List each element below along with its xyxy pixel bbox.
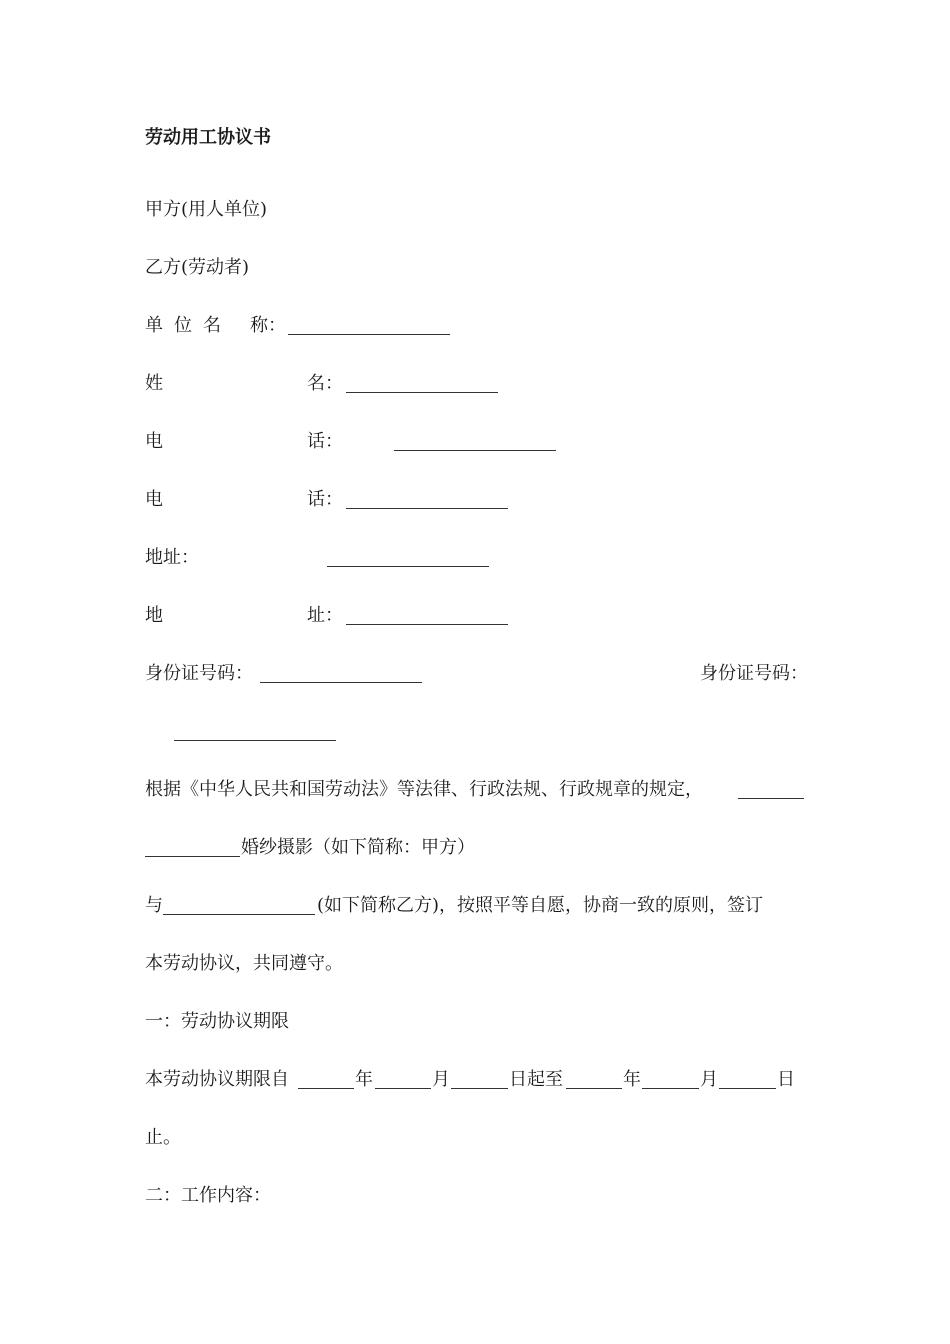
address1-blank[interactable] <box>327 548 489 567</box>
phone1-blank[interactable] <box>394 432 556 451</box>
phone2-blank[interactable] <box>346 490 508 509</box>
studio-name-blank-b[interactable] <box>145 838 240 857</box>
section2-heading: 二：工作内容： <box>145 1185 271 1206</box>
end-month-blank[interactable] <box>642 1070 699 1089</box>
paragraph2-line1: (如下简称乙方)，按照平等自愿，协商一致的原则，签订 <box>317 895 764 916</box>
start-day-blank[interactable] <box>451 1070 508 1089</box>
address2-label-left: 地 <box>145 605 163 626</box>
unit-name-blank[interactable] <box>288 316 450 335</box>
address2-label-right: 址： <box>307 605 343 626</box>
id-label-right: 身份证号码： <box>700 663 808 684</box>
name-label-left: 姓 <box>145 373 163 394</box>
term-end: 止。 <box>145 1127 181 1148</box>
unit-name-char-4: 称： <box>250 315 286 336</box>
term-year2: 年 <box>623 1069 641 1090</box>
unit-name-char-1: 单 <box>145 315 163 336</box>
party-a-heading: 甲方(用人单位) <box>145 199 268 220</box>
id-label-left: 身份证号码： <box>145 663 253 684</box>
end-year-blank[interactable] <box>566 1070 622 1089</box>
term-year1: 年 <box>355 1069 373 1090</box>
party-b-name-blank[interactable] <box>163 896 315 915</box>
address2-blank[interactable] <box>346 606 508 625</box>
term-month1: 月 <box>432 1069 450 1090</box>
name-blank[interactable] <box>346 374 498 393</box>
start-year-blank[interactable] <box>298 1070 354 1089</box>
term-day1: 日起至 <box>509 1069 563 1090</box>
party-b-heading: 乙方(劳动者) <box>145 257 250 278</box>
term-prefix: 本劳动协议期限自 <box>145 1069 289 1090</box>
paragraph1-line2: 婚纱摄影（如下简称：甲方） <box>241 837 475 858</box>
section1-heading: 一：劳动协议期限 <box>145 1011 289 1032</box>
address1-label: 地址： <box>145 547 199 568</box>
phone2-label-left: 电 <box>145 489 163 510</box>
paragraph1-line1: 根据《中华人民共和国劳动法》等法律、行政法规、行政规章的规定， <box>145 779 703 800</box>
term-day2: 日 <box>777 1069 795 1090</box>
name-label-right: 名： <box>307 373 343 394</box>
end-day-blank[interactable] <box>719 1070 776 1089</box>
studio-name-blank-a[interactable] <box>738 780 804 799</box>
start-month-blank[interactable] <box>375 1070 431 1089</box>
paragraph2-with: 与 <box>145 895 163 916</box>
term-month2: 月 <box>700 1069 718 1090</box>
id-left-blank[interactable] <box>260 664 422 683</box>
phone2-label-right: 话： <box>307 489 343 510</box>
paragraph2-line2: 本劳动协议，共同遵守。 <box>145 953 343 974</box>
phone1-label-left: 电 <box>145 431 163 452</box>
phone1-label-right: 话： <box>307 431 343 452</box>
document-title: 劳动用工协议书 <box>145 127 271 148</box>
id-right-blank[interactable] <box>174 722 336 741</box>
unit-name-char-2: 位 <box>174 315 192 336</box>
unit-name-char-3: 名 <box>203 315 221 336</box>
